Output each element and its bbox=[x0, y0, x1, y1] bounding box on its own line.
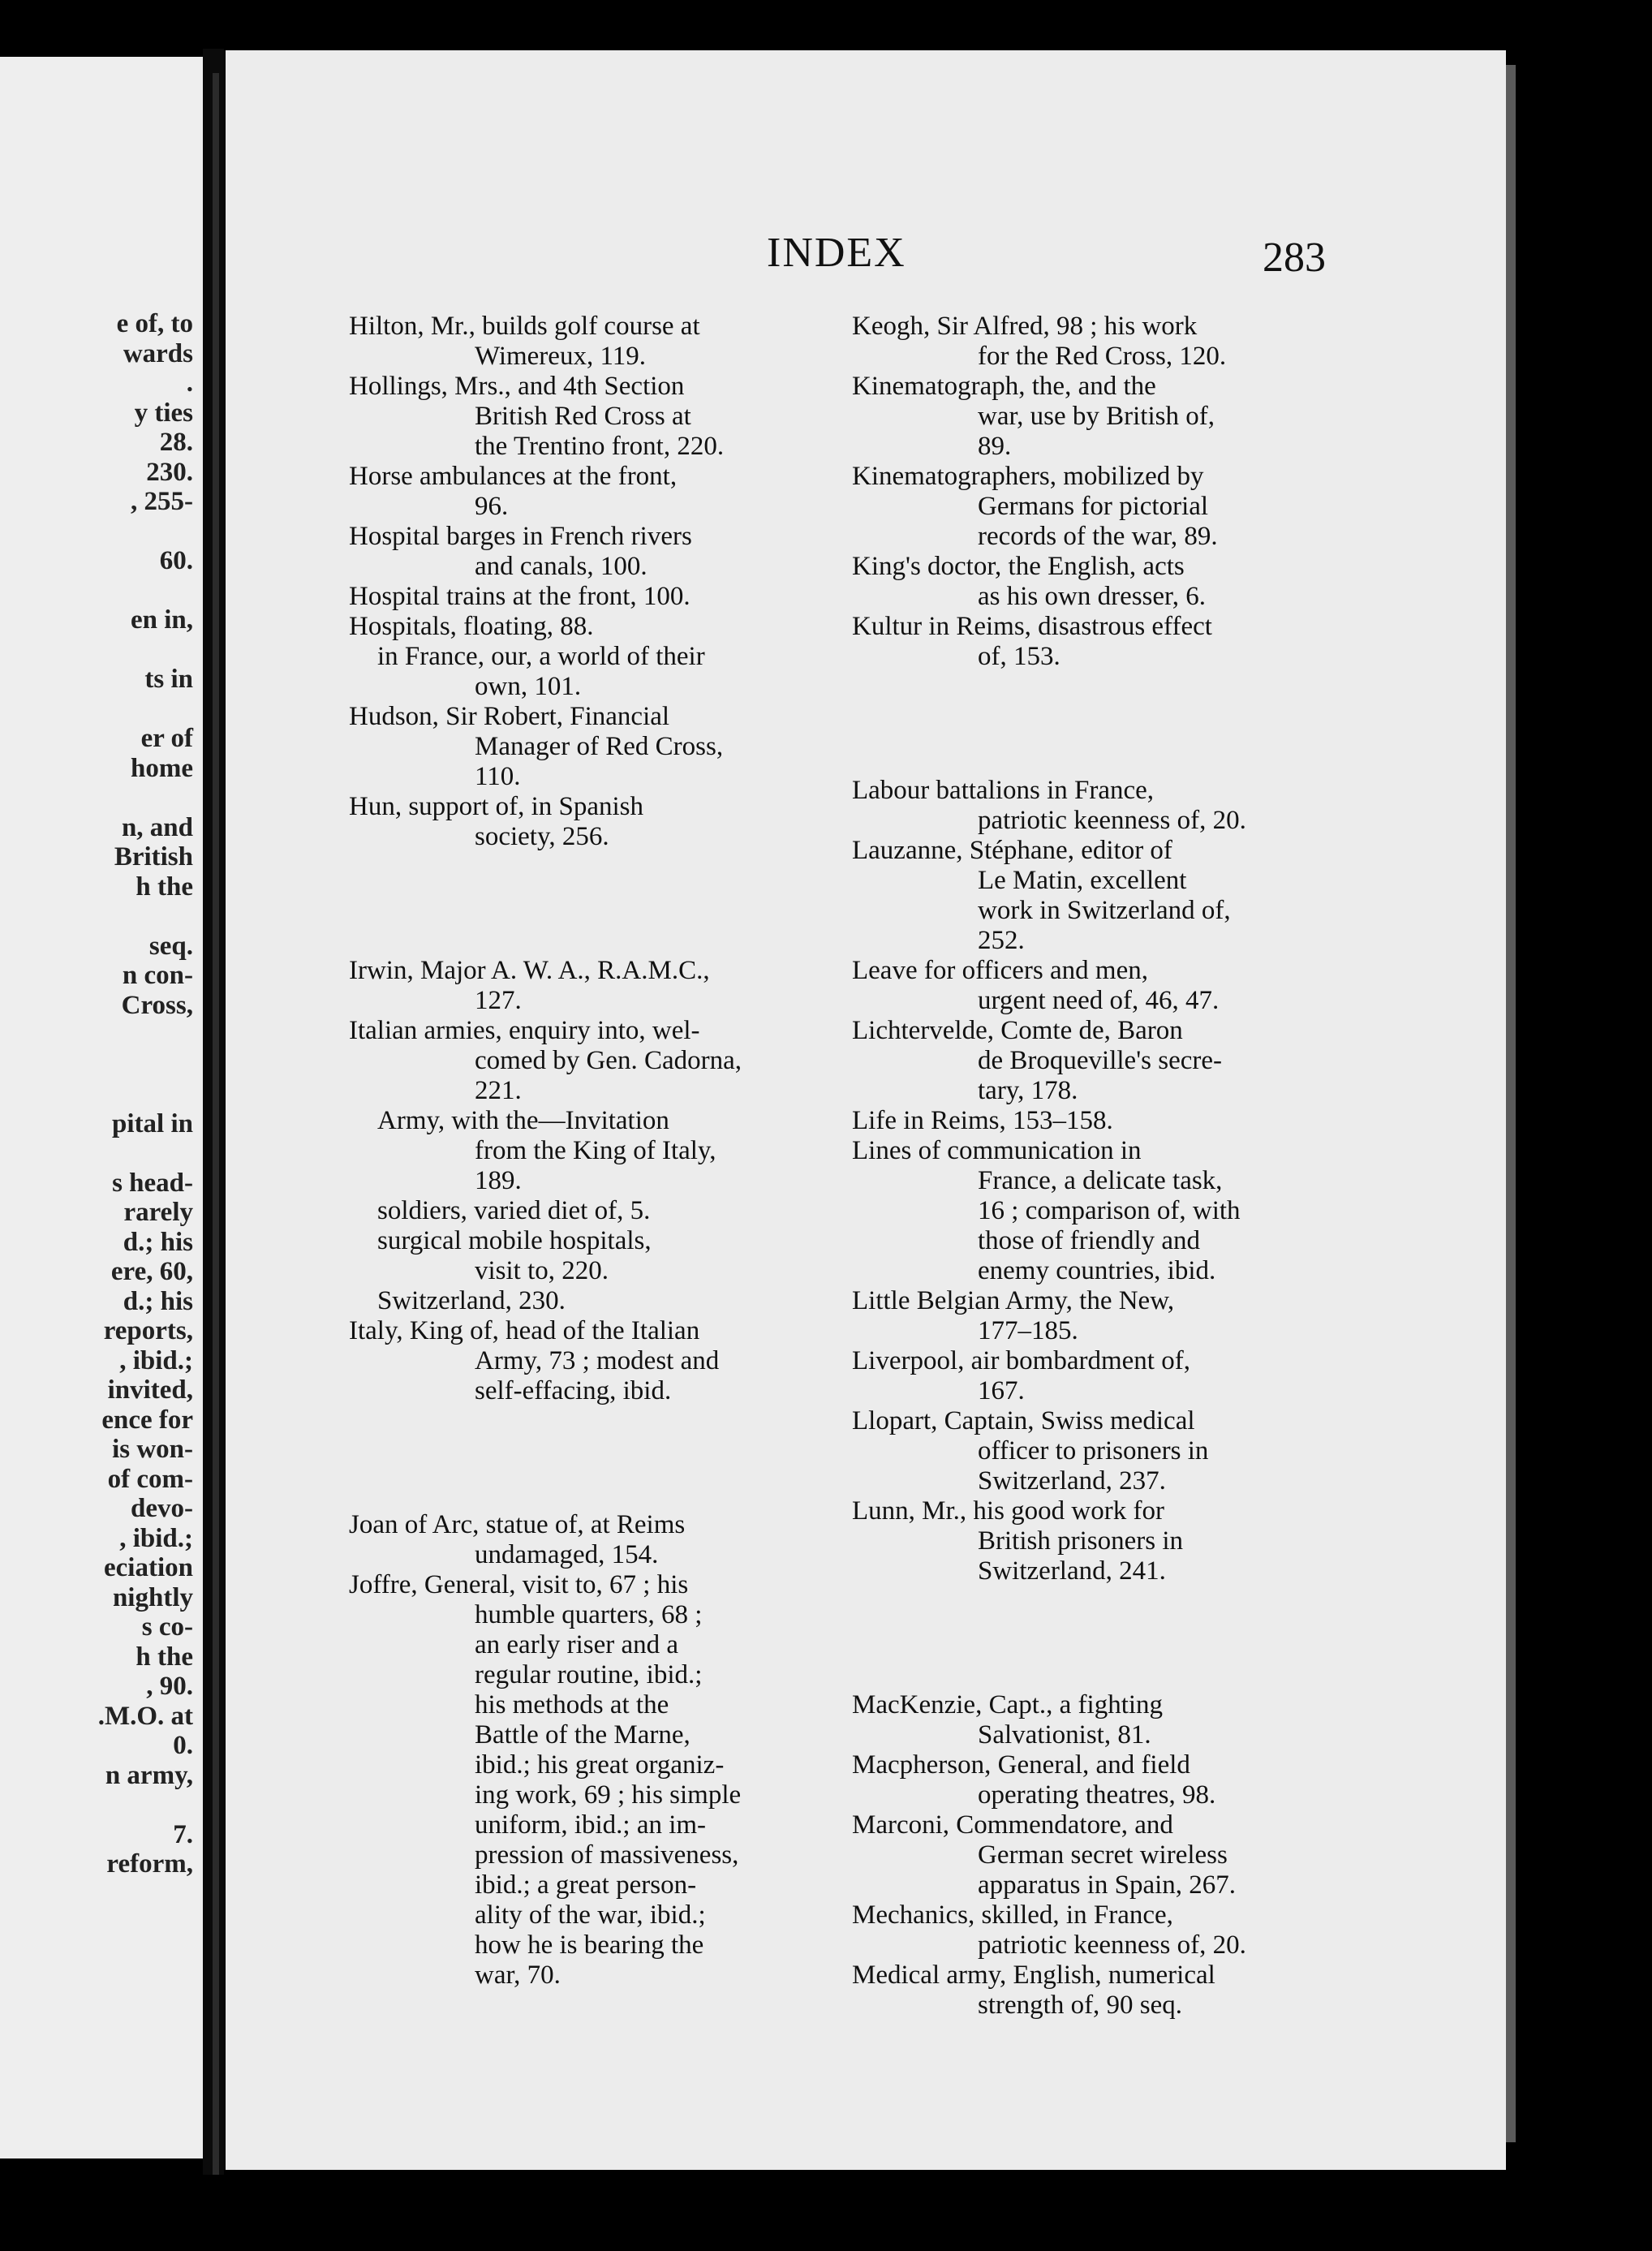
index-line: war, use by British of, bbox=[978, 402, 1215, 431]
facing-page-text: , ibid.; bbox=[119, 1345, 193, 1375]
index-line: as his own dresser, 6. bbox=[978, 582, 1206, 611]
index-line: work in Switzerland of, bbox=[978, 896, 1231, 925]
index-subentry bbox=[349, 1226, 820, 1286]
index-line: Switzerland, 241. bbox=[978, 1556, 1166, 1586]
index-line: of, 153. bbox=[978, 642, 1060, 671]
index-entry bbox=[349, 372, 820, 462]
index-entry bbox=[349, 612, 820, 642]
facing-page-text: ere, 60, bbox=[110, 1257, 193, 1286]
index-line: Switzerland, 237. bbox=[978, 1466, 1166, 1496]
index-entry bbox=[852, 1960, 1323, 2021]
index-line: Army, with the—Invitation bbox=[377, 1106, 669, 1135]
index-line: surgical mobile hospitals, bbox=[377, 1226, 652, 1255]
index-line: an early riser and a bbox=[475, 1630, 679, 1659]
index-line: self-effacing, ibid. bbox=[475, 1376, 672, 1405]
facing-page-fragment bbox=[0, 57, 203, 2158]
index-entry bbox=[349, 312, 820, 372]
index-line: Hilton, Mr., builds golf course at bbox=[349, 312, 700, 341]
index-line: 110. bbox=[475, 762, 521, 791]
index-line: British Red Cross at bbox=[475, 402, 691, 431]
index-line: de Broqueville's secre- bbox=[978, 1046, 1222, 1075]
facing-page-text: s co- bbox=[141, 1612, 193, 1642]
index-line: from the King of Italy, bbox=[475, 1136, 716, 1165]
index-line: Life in Reims, 153–158. bbox=[852, 1106, 1113, 1135]
index-line: his methods at the bbox=[475, 1690, 669, 1719]
index-entry bbox=[852, 552, 1323, 612]
index-entry bbox=[852, 1016, 1323, 1106]
index-entry bbox=[852, 462, 1323, 552]
facing-page-text: 230. bbox=[146, 457, 193, 487]
index-line: 177–185. bbox=[978, 1316, 1078, 1345]
index-line: Labour battalions in France, bbox=[852, 776, 1155, 805]
index-subentry bbox=[349, 1106, 820, 1196]
index-entry bbox=[349, 1316, 820, 1406]
index-entry bbox=[852, 836, 1323, 956]
index-line: Italian armies, enquiry into, wel- bbox=[349, 1016, 700, 1045]
index-entry bbox=[852, 1406, 1323, 1496]
facing-page-text: d.; his bbox=[123, 1286, 193, 1316]
facing-page-text: invited, bbox=[107, 1375, 193, 1405]
index-subentry bbox=[349, 1286, 820, 1316]
index-line: operating theatres, 98. bbox=[978, 1780, 1216, 1810]
index-line: 189. bbox=[475, 1166, 522, 1195]
index-entry bbox=[852, 612, 1323, 672]
facing-page-text: ts in bbox=[144, 665, 193, 694]
index-line: MacKenzie, Capt., a fighting bbox=[852, 1690, 1164, 1719]
index-line: Keogh, Sir Alfred, 98 ; his work bbox=[852, 312, 1198, 341]
index-line: records of the war, 89. bbox=[978, 522, 1218, 551]
index-line: patriotic keenness of, 20. bbox=[978, 1930, 1246, 1960]
facing-page-text: of com- bbox=[107, 1464, 193, 1494]
index-entry bbox=[852, 1286, 1323, 1346]
index-line: patriotic keenness of, 20. bbox=[978, 806, 1246, 835]
index-line: British prisoners in bbox=[978, 1526, 1183, 1556]
index-line: war, 70. bbox=[475, 1960, 561, 1990]
index-entry bbox=[852, 1496, 1323, 1586]
facing-page-text: 0. bbox=[173, 1731, 193, 1760]
index-subentry bbox=[349, 642, 820, 702]
facing-page-text: nightly bbox=[112, 1582, 193, 1612]
index-line: Lauzanne, Stéphane, editor of bbox=[852, 836, 1172, 865]
facing-page-text: eciation bbox=[104, 1553, 193, 1582]
index-line: Hospitals, floating, 88. bbox=[349, 612, 594, 641]
facing-page-text: n, and bbox=[121, 812, 193, 842]
facing-page-text: ence for bbox=[101, 1405, 193, 1435]
facing-page-text: , ibid.; bbox=[119, 1523, 193, 1553]
index-entry bbox=[852, 1810, 1323, 1900]
facing-page-text: . bbox=[186, 368, 193, 398]
index-line: Horse ambulances at the front, bbox=[349, 462, 678, 491]
index-line: apparatus in Spain, 267. bbox=[978, 1870, 1237, 1900]
index-line: Hospital trains at the front, 100. bbox=[349, 582, 690, 611]
index-line: 96. bbox=[475, 492, 509, 521]
index-line: undamaged, 154. bbox=[475, 1540, 659, 1569]
index-line: Joan of Arc, statue of, at Reims bbox=[349, 1510, 686, 1539]
index-line: Medical army, English, numerical bbox=[852, 1960, 1215, 1990]
facing-page-text: en in, bbox=[130, 605, 193, 635]
index-line: Lunn, Mr., his good work for bbox=[852, 1496, 1164, 1526]
index-line: Hun, support of, in Spanish bbox=[349, 792, 643, 821]
index-line: Llopart, Captain, Swiss medical bbox=[852, 1406, 1195, 1435]
index-line: 167. bbox=[978, 1376, 1025, 1405]
index-line: Kinematographers, mobilized by bbox=[852, 462, 1204, 491]
facing-page-text: reform, bbox=[106, 1849, 193, 1879]
index-line: Hudson, Sir Robert, Financial bbox=[349, 702, 670, 731]
index-line: enemy countries, ibid. bbox=[978, 1256, 1216, 1285]
facing-page-text: 60. bbox=[159, 546, 193, 575]
facing-page-text: n con- bbox=[122, 961, 193, 990]
index-line: society, 256. bbox=[475, 822, 609, 851]
index-line: humble quarters, 68 ; bbox=[475, 1600, 703, 1629]
index-entry bbox=[349, 792, 820, 852]
index-line: Joffre, General, visit to, 67 ; his bbox=[349, 1570, 689, 1599]
index-line: Hollings, Mrs., and 4th Section bbox=[349, 372, 685, 401]
index-line: German secret wireless bbox=[978, 1840, 1228, 1870]
facing-page-text: h the bbox=[136, 1642, 193, 1672]
facing-page-text: 28. bbox=[159, 428, 193, 457]
index-line: King's doctor, the English, acts bbox=[852, 552, 1185, 581]
index-line: 252. bbox=[978, 926, 1025, 955]
index-line: Lines of communication in bbox=[852, 1136, 1142, 1165]
index-line: comed by Gen. Cadorna, bbox=[475, 1046, 742, 1075]
facing-page-text: s head- bbox=[112, 1168, 193, 1198]
index-line: soldiers, varied diet of, 5. bbox=[377, 1196, 651, 1225]
index-line: Little Belgian Army, the New, bbox=[852, 1286, 1175, 1315]
index-line: Switzerland, 230. bbox=[377, 1286, 566, 1315]
facing-page-text: home bbox=[131, 753, 193, 783]
index-entry bbox=[852, 1136, 1323, 1286]
index-entry bbox=[852, 312, 1323, 372]
index-entry bbox=[349, 956, 820, 1016]
index-entry bbox=[852, 956, 1323, 1016]
facing-page-text: rarely bbox=[123, 1198, 193, 1227]
index-line: Italy, King of, head of the Italian bbox=[349, 1316, 700, 1345]
index-entry bbox=[349, 522, 820, 582]
index-line: how he is bearing the bbox=[475, 1930, 704, 1960]
index-column-right bbox=[852, 312, 1323, 2021]
index-entry bbox=[349, 462, 820, 522]
letter-section-gap bbox=[852, 1586, 1323, 1690]
facing-page-text: h the bbox=[136, 872, 193, 902]
index-entry bbox=[852, 1346, 1323, 1406]
facing-page-text: y ties bbox=[134, 398, 193, 428]
facing-page-text: , 255- bbox=[131, 487, 193, 516]
index-line: Liverpool, air bombardment of, bbox=[852, 1346, 1190, 1375]
facing-page-text: n army, bbox=[105, 1760, 193, 1790]
index-line: 16 ; comparison of, with bbox=[978, 1196, 1241, 1225]
index-line: pression of massiveness, bbox=[475, 1840, 739, 1870]
index-line: the Trentino front, 220. bbox=[475, 432, 725, 461]
index-line: Salvationist, 81. bbox=[978, 1720, 1151, 1750]
index-entry bbox=[349, 1570, 820, 1991]
page-edge bbox=[1506, 65, 1516, 2142]
index-line: Le Matin, excellent bbox=[978, 866, 1187, 895]
index-line: own, 101. bbox=[475, 672, 582, 701]
index-entry bbox=[852, 372, 1323, 462]
page-number: 283 bbox=[1263, 235, 1326, 281]
facing-page-text: .M.O. at bbox=[97, 1701, 193, 1731]
index-entry bbox=[852, 1690, 1323, 1750]
letter-section-gap bbox=[349, 852, 820, 956]
index-line: Battle of the Marne, bbox=[475, 1720, 690, 1750]
index-line: visit to, 220. bbox=[475, 1256, 609, 1285]
facing-page-text: Cross, bbox=[121, 990, 193, 1020]
index-line: and canals, 100. bbox=[475, 552, 647, 581]
index-line: urgent need of, 46, 47. bbox=[978, 986, 1220, 1015]
index-entry bbox=[349, 1510, 820, 1570]
index-column-left bbox=[349, 312, 820, 1991]
index-line: Leave for officers and men, bbox=[852, 956, 1148, 985]
index-line: ibid.; his great organiz- bbox=[475, 1750, 725, 1780]
index-entry bbox=[852, 1750, 1323, 1810]
index-line: tary, 178. bbox=[978, 1076, 1078, 1105]
index-line: ing work, 69 ; his simple bbox=[475, 1780, 742, 1810]
index-entry bbox=[852, 776, 1323, 836]
index-line: Wimereux, 119. bbox=[475, 342, 646, 371]
index-line: 127. bbox=[475, 986, 522, 1015]
facing-page-text: devo- bbox=[131, 1494, 193, 1523]
index-line: in France, our, a world of their bbox=[377, 642, 705, 671]
index-line: uniform, ibid.; an im- bbox=[475, 1810, 707, 1840]
letter-section-gap bbox=[852, 672, 1323, 776]
index-line: Kinematograph, the, and the bbox=[852, 372, 1156, 401]
index-line: those of friendly and bbox=[978, 1226, 1201, 1255]
index-line: strength of, 90 seq. bbox=[978, 1991, 1183, 2020]
index-entry bbox=[349, 1016, 820, 1106]
letter-section-gap bbox=[349, 1406, 820, 1510]
index-entry bbox=[349, 702, 820, 792]
index-line: Hospital barges in French rivers bbox=[349, 522, 692, 551]
index-line: regular routine, ibid.; bbox=[475, 1660, 703, 1689]
index-line: Manager of Red Cross, bbox=[475, 732, 724, 761]
index-entry bbox=[852, 1106, 1323, 1136]
facing-page-text: is won- bbox=[112, 1435, 193, 1464]
index-line: Mechanics, skilled, in France, bbox=[852, 1900, 1173, 1930]
index-line: Lichtervelde, Comte de, Baron bbox=[852, 1016, 1183, 1045]
index-line: Army, 73 ; modest and bbox=[475, 1346, 720, 1375]
index-line: 89. bbox=[978, 432, 1012, 461]
index-line: Germans for pictorial bbox=[978, 492, 1209, 521]
facing-page-text: e of, to bbox=[116, 309, 193, 338]
index-line: ality of the war, ibid.; bbox=[475, 1900, 706, 1930]
facing-page-text: pital in bbox=[112, 1108, 193, 1138]
facing-page-text: British bbox=[114, 842, 193, 872]
facing-page-text: er of bbox=[140, 724, 193, 753]
facing-page-text: d.; his bbox=[123, 1227, 193, 1257]
facing-page-text: seq. bbox=[148, 931, 193, 961]
index-line: France, a delicate task, bbox=[978, 1166, 1223, 1195]
facing-page-text: wards bbox=[123, 338, 193, 368]
index-subentry bbox=[349, 1196, 820, 1226]
index-entry bbox=[349, 582, 820, 612]
index-line: 221. bbox=[475, 1076, 522, 1105]
facing-page-text: 7. bbox=[173, 1819, 193, 1849]
facing-page-text: , 90. bbox=[146, 1672, 193, 1701]
index-entry bbox=[852, 1900, 1323, 1960]
index-line: Kultur in Reims, disastrous effect bbox=[852, 612, 1212, 641]
facing-page-text: reports, bbox=[103, 1316, 193, 1345]
index-line: Marconi, Commendatore, and bbox=[852, 1810, 1173, 1840]
page-title: INDEX bbox=[767, 230, 906, 276]
index-line: Macpherson, General, and field bbox=[852, 1750, 1190, 1780]
page-edge-shadow bbox=[213, 73, 219, 2175]
index-line: for the Red Cross, 120. bbox=[978, 342, 1227, 371]
index-line: Irwin, Major A. W. A., R.A.M.C., bbox=[349, 956, 710, 985]
index-line: ibid.; a great person- bbox=[475, 1870, 697, 1900]
index-line: officer to prisoners in bbox=[978, 1436, 1209, 1466]
